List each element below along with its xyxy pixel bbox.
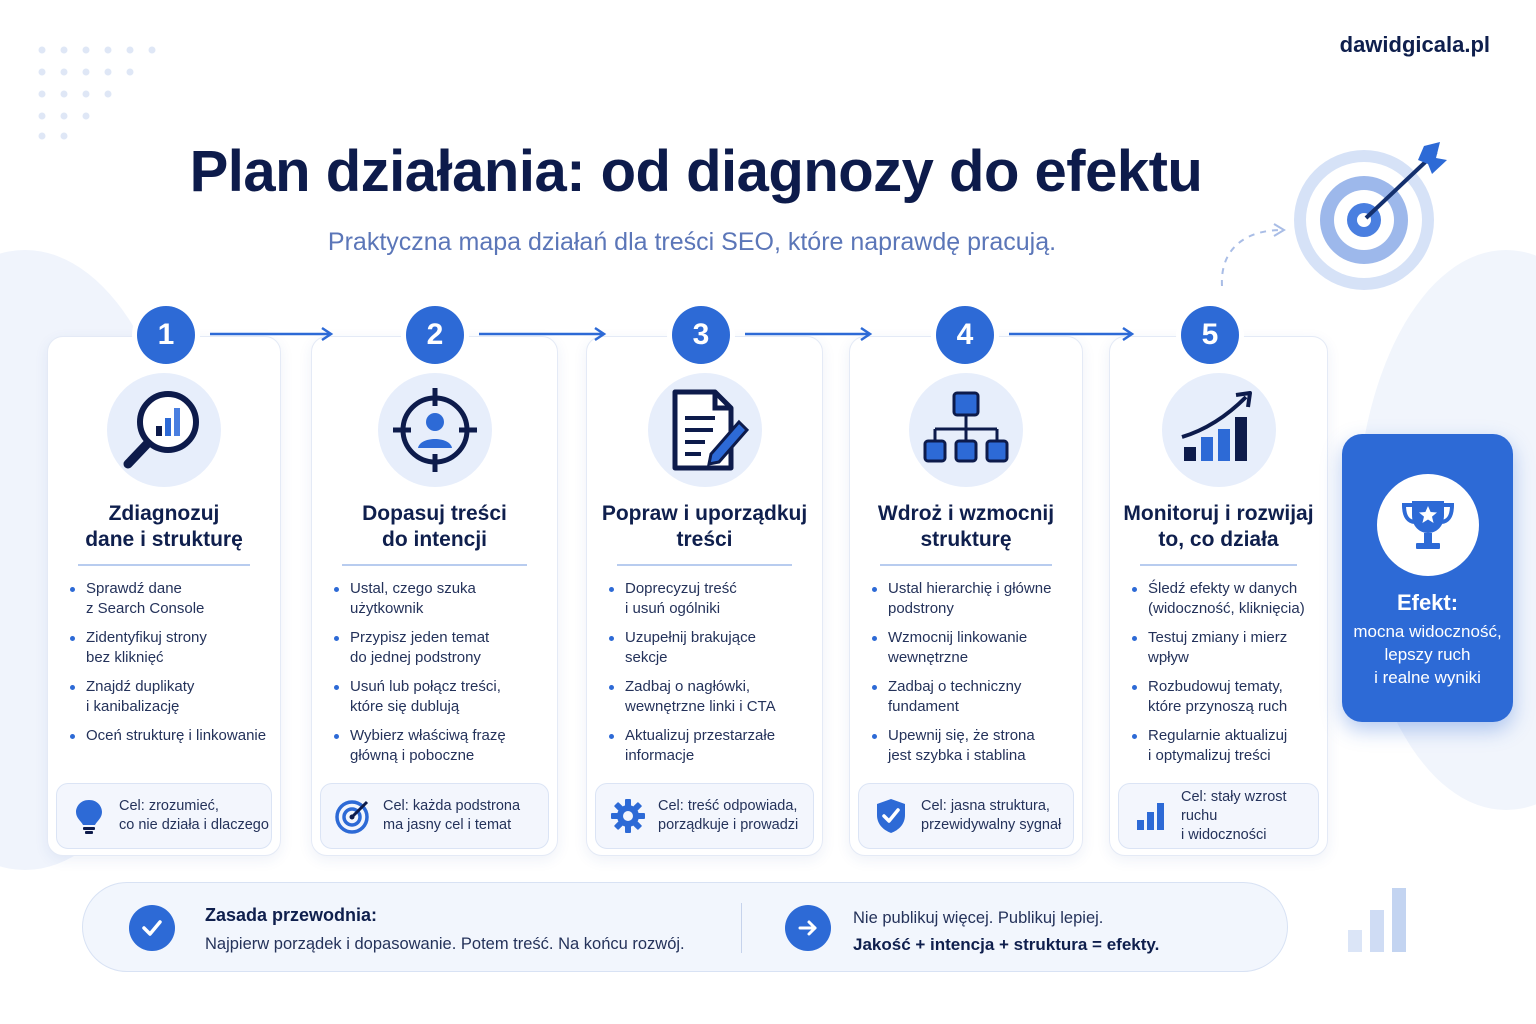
- step-number-1: 1: [137, 306, 195, 364]
- hierarchy-icon: [909, 373, 1023, 487]
- list-item: Aktualizuj przestarzałe informacje: [607, 726, 814, 766]
- shield-check-icon: [871, 796, 911, 836]
- page-title: Plan działania: od diagnozy do efektu: [189, 139, 1203, 204]
- trophy-icon: [1377, 474, 1479, 576]
- user-crosshair-icon: [378, 373, 492, 487]
- connector-arrow-3: [745, 325, 875, 345]
- list-item: Zidentyfikuj strony bez kliknięć: [68, 628, 272, 668]
- effect-card: [1342, 434, 1513, 722]
- decorative-bar-chart-icon: [1344, 884, 1424, 954]
- step-bullets-2: [332, 579, 549, 775]
- principle-formula: Jakość + intencja + struktura = efekty.: [853, 935, 1160, 954]
- step-title-1: Zdiagnozuj dane i strukturę: [85, 502, 243, 551]
- list-item: Upewnij się, że strona jest szybka i stablina: [870, 726, 1074, 766]
- step-bullets-5: [1130, 579, 1319, 775]
- step-goal-2: Cel: każda podstrona ma jasny cel i temat: [320, 783, 549, 849]
- step-goal-5: Cel: stały wzrost ruchu i widoczności: [1118, 783, 1319, 849]
- decorative-dots: [38, 44, 168, 144]
- principle-title: Zasada przewodnia:: [205, 905, 378, 925]
- list-item: Ustal hierarchię i główne podstrony: [870, 579, 1074, 619]
- list-item: Testuj zmiany i mierz wpływ: [1130, 628, 1319, 668]
- step-title-5: Monitoruj i rozwijaj to, co działa: [1123, 502, 1314, 551]
- document-edit-icon: [648, 373, 762, 487]
- list-item: Regularnie aktualizuj i optymalizuj treści: [1130, 726, 1319, 766]
- guiding-principle-banner: [82, 882, 1288, 972]
- gear-icon: [608, 796, 648, 836]
- step-number-2: 2: [406, 306, 464, 364]
- check-icon: [129, 905, 175, 951]
- lightbulb-icon: [69, 796, 109, 836]
- divider: [617, 564, 792, 566]
- target-icon: [333, 796, 373, 836]
- principle-text: Najpierw porządek i dopasowanie. Potem treść. Na końcu rozwój.: [205, 935, 685, 953]
- target-arrow-icon: [1214, 140, 1454, 300]
- list-item: Usuń lub połącz treści, które się dublują: [332, 677, 549, 717]
- connector-arrow-4: [1009, 325, 1137, 345]
- divider: [78, 564, 250, 566]
- step-title-3: Popraw i uporządkuj treści: [601, 502, 808, 551]
- list-item: Doprecyzuj treść i usuń ogólniki: [607, 579, 814, 619]
- step-card-1: [47, 336, 281, 856]
- divider: [1140, 564, 1297, 566]
- step-bullets-3: [607, 579, 814, 775]
- step-bullets-1: [68, 579, 272, 755]
- step-card-2: [311, 336, 558, 856]
- effect-text: mocna widoczność, lepszy ruch i realne wyniki: [1353, 622, 1502, 687]
- connector-arrow-1: [210, 325, 336, 345]
- list-item: Wybierz właściwą frazę główną i poboczne: [332, 726, 549, 766]
- magnifier-chart-icon: [107, 373, 221, 487]
- list-item: Śledź efekty w danych (widoczność, kliknięcia): [1130, 579, 1319, 619]
- principle-motto: Nie publikuj więcej. Publikuj lepiej.: [853, 909, 1104, 927]
- growth-chart-icon: [1162, 373, 1276, 487]
- arrow-right-icon: [785, 905, 831, 951]
- list-item: Rozbudowuj tematy, które przynoszą ruch: [1130, 677, 1319, 717]
- divider: [880, 564, 1052, 566]
- step-card-4: [849, 336, 1083, 856]
- divider: [741, 903, 742, 953]
- step-title-2: Dopasuj treści do intencji: [362, 502, 507, 551]
- list-item: Oceń strukturę i linkowanie: [68, 726, 272, 746]
- list-item: Uzupełnij brakujące sekcje: [607, 628, 814, 668]
- step-number-4: 4: [936, 306, 994, 364]
- step-goal-3: Cel: treść odpowiada, porządkuje i prowadzi: [595, 783, 814, 849]
- list-item: Zadbaj o nagłówki, wewnętrzne linki i CTA: [607, 677, 814, 717]
- step-card-5: [1109, 336, 1328, 856]
- brand-domain[interactable]: dawidgicala.pl: [1339, 32, 1490, 57]
- step-title-4: Wdroż i wzmocnij strukturę: [877, 502, 1055, 551]
- connector-arrow-2: [479, 325, 609, 345]
- step-number-5: 5: [1181, 306, 1239, 364]
- step-bullets-4: [870, 579, 1074, 775]
- effect-title: Efekt:: [1396, 590, 1459, 615]
- step-goal-1: Cel: zrozumieć, co nie działa i dlaczego: [56, 783, 272, 849]
- divider: [342, 564, 527, 566]
- list-item: Przypisz jeden temat do jednej podstrony: [332, 628, 549, 668]
- list-item: Sprawdź dane z Search Console: [68, 579, 272, 619]
- bar-chart-icon: [1131, 796, 1171, 836]
- list-item: Zadbaj o techniczny fundament: [870, 677, 1074, 717]
- step-card-3: [586, 336, 823, 856]
- step-number-3: 3: [672, 306, 730, 364]
- list-item: Znajdź duplikaty i kanibalizację: [68, 677, 272, 717]
- list-item: Ustal, czego szuka użytkownik: [332, 579, 549, 619]
- list-item: Wzmocnij linkowanie wewnętrzne: [870, 628, 1074, 668]
- step-goal-4: Cel: jasna struktura, przewidywalny sygnał: [858, 783, 1074, 849]
- page-subtitle: Praktyczna mapa działań dla treści SEO, które naprawdę pracują.: [327, 228, 1057, 256]
